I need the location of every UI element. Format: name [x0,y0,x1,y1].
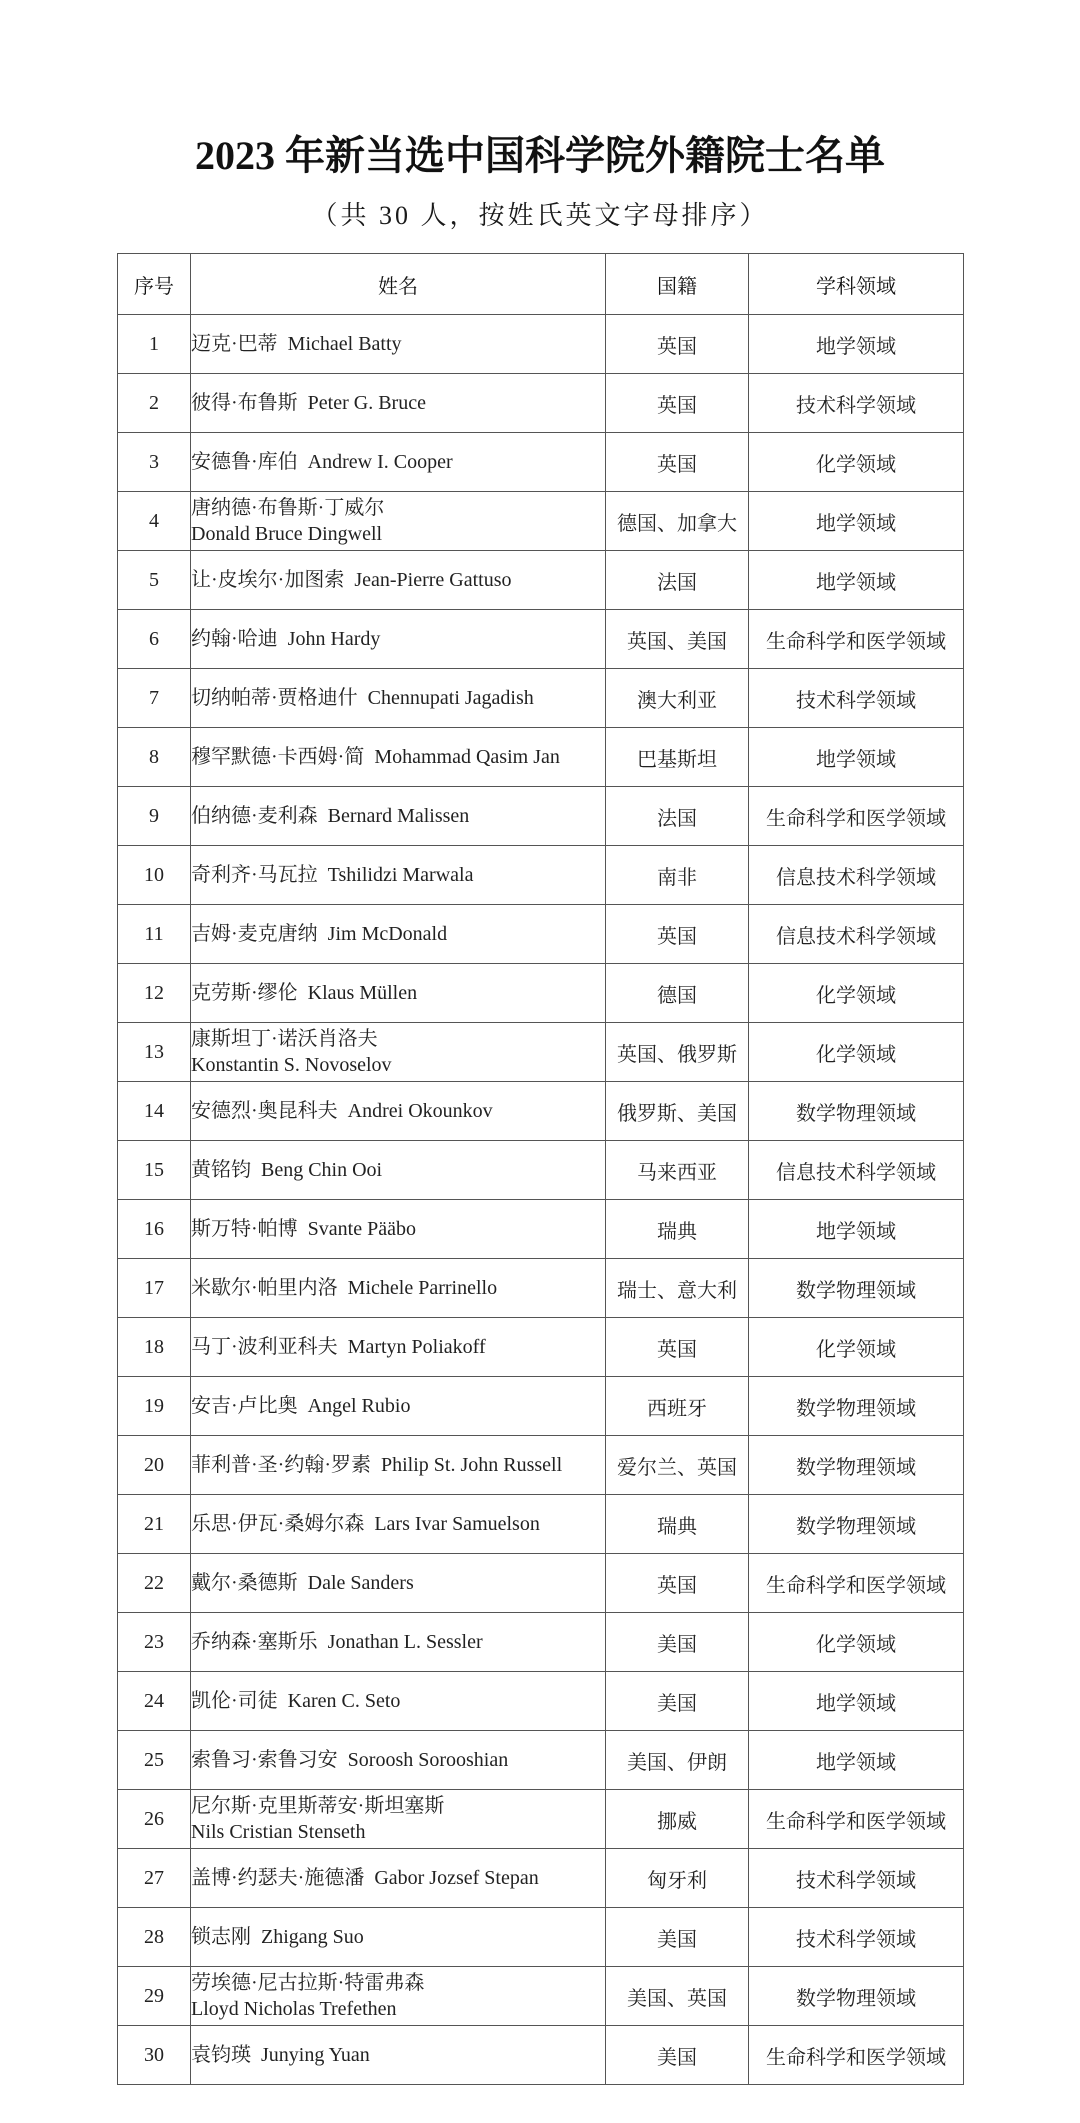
row-number: 4 [118,492,191,551]
nationality-cell: 法国 [606,551,749,610]
table-row [118,787,964,846]
name-english: Karen C. Seto [287,1690,401,1712]
table-row [118,1731,964,1790]
name-english: Mohammad Qasim Jan [374,746,560,768]
name-english: Martyn Poliakoff [347,1336,486,1358]
nationality-cell: 美国 [606,1908,749,1967]
row-number: 13 [118,1023,191,1082]
row-number: 8 [118,728,191,787]
field-cell: 数学物理领域 [749,1495,964,1554]
name-english: Jean-Pierre Gattuso [354,569,512,591]
name-cell [191,1849,606,1908]
name-chinese: 克劳斯·缪伦 [191,982,298,1004]
field-cell: 数学物理领域 [749,1436,964,1495]
name-english: Svante Pääbo [307,1218,416,1240]
field-cell: 技术科学领域 [749,1849,964,1908]
table-row [118,1318,964,1377]
nationality-cell: 瑞士、意大利 [606,1259,749,1318]
name-chinese: 马丁·波利亚科夫 [191,1336,338,1358]
name-english: Soroosh Sorooshian [347,1749,509,1771]
name-cell [191,846,606,905]
table-row [118,1908,964,1967]
nationality-cell: 俄罗斯、美国 [606,1082,749,1141]
name-chinese: 安吉·卢比奥 [191,1395,298,1417]
name-cell [191,1731,606,1790]
name-chinese: 菲利普·圣·约翰·罗素 [191,1454,371,1476]
field-cell: 技术科学领域 [749,374,964,433]
nationality-cell: 英国 [606,1554,749,1613]
header-name: 姓名 [191,254,606,315]
table-row [118,610,964,669]
nationality-cell: 英国、俄罗斯 [606,1023,749,1082]
name-chinese: 戴尔·桑德斯 [191,1572,298,1594]
nationality-cell: 挪威 [606,1790,749,1849]
header-nationality: 国籍 [606,254,749,315]
name-english: Tshilidzi Marwala [327,864,474,886]
name-cell [191,1259,606,1318]
table-row [118,1554,964,1613]
row-number: 17 [118,1259,191,1318]
table-row [118,1672,964,1731]
name-english: Angel Rubio [307,1395,411,1417]
name-cell [191,492,606,551]
field-cell: 生命科学和医学领域 [749,1554,964,1613]
name-cell [191,1318,606,1377]
nationality-cell: 爱尔兰、英国 [606,1436,749,1495]
row-number: 5 [118,551,191,610]
name-cell [191,905,606,964]
name-english: Donald Bruce Dingwell [191,523,383,545]
nationality-cell: 美国 [606,2026,749,2085]
row-number: 30 [118,2026,191,2085]
nationality-cell: 法国 [606,787,749,846]
name-chinese: 吉姆·麦克唐纳 [191,923,318,945]
name-cell [191,1377,606,1436]
name-chinese: 斯万特·帕博 [191,1218,298,1240]
name-cell [191,1141,606,1200]
row-number: 24 [118,1672,191,1731]
field-cell: 地学领域 [749,492,964,551]
nationality-cell: 英国 [606,905,749,964]
name-cell [191,315,606,374]
name-english: Andrei Okounkov [347,1100,493,1122]
row-number: 6 [118,610,191,669]
nationality-cell: 德国 [606,964,749,1023]
name-cell [191,551,606,610]
name-english: John Hardy [287,628,381,650]
nationality-cell: 瑞典 [606,1495,749,1554]
name-chinese: 安德鲁·库伯 [191,451,298,473]
table-header-row [118,254,964,315]
table-row [118,1967,964,2026]
field-cell: 信息技术科学领域 [749,846,964,905]
name-cell [191,1082,606,1141]
name-cell [191,433,606,492]
nationality-cell: 马来西亚 [606,1141,749,1200]
nationality-cell: 英国 [606,374,749,433]
name-english: Bernard Malissen [327,805,470,827]
field-cell: 信息技术科学领域 [749,1141,964,1200]
name-chinese: 让·皮埃尔·加图索 [191,569,345,591]
table-row [118,374,964,433]
nationality-cell: 瑞典 [606,1200,749,1259]
name-cell [191,1200,606,1259]
name-cell [191,1967,606,2026]
name-chinese: 盖博·约瑟夫·施德潘 [191,1867,365,1889]
table-row [118,1023,964,1082]
row-number: 9 [118,787,191,846]
name-cell [191,1672,606,1731]
nationality-cell: 澳大利亚 [606,669,749,728]
field-cell: 数学物理领域 [749,1377,964,1436]
field-cell: 地学领域 [749,1200,964,1259]
row-number: 18 [118,1318,191,1377]
academician-table [117,253,964,2085]
nationality-cell: 美国、英国 [606,1967,749,2026]
name-cell [191,374,606,433]
row-number: 16 [118,1200,191,1259]
table-row [118,846,964,905]
name-english: Michael Batty [287,333,402,355]
row-number: 11 [118,905,191,964]
name-english: Beng Chin Ooi [261,1159,383,1181]
name-chinese: 伯纳德·麦利森 [191,805,318,827]
field-cell: 数学物理领域 [749,1082,964,1141]
row-number: 26 [118,1790,191,1849]
name-english: Michele Parrinello [347,1277,498,1299]
name-chinese: 尼尔斯·克里斯蒂安·斯坦塞斯 [191,1795,445,1817]
table-row [118,551,964,610]
field-cell: 生命科学和医学领域 [749,1790,964,1849]
name-english: Dale Sanders [307,1572,414,1594]
row-number: 14 [118,1082,191,1141]
row-number: 29 [118,1967,191,2026]
nationality-cell: 西班牙 [606,1377,749,1436]
name-cell [191,1613,606,1672]
name-chinese: 康斯坦丁·诺沃肖洛夫 [191,1028,378,1050]
name-chinese: 切纳帕蒂·贾格迪什 [191,687,358,709]
row-number: 23 [118,1613,191,1672]
table-row [118,1082,964,1141]
name-cell [191,1790,606,1849]
name-english: Gabor Jozsef Stepan [374,1867,539,1889]
name-english: Konstantin S. Novoselov [191,1054,392,1076]
name-english: Jonathan L. Sessler [327,1631,483,1653]
name-english: Philip St. John Russell [380,1454,563,1476]
table-row [118,1849,964,1908]
name-cell [191,669,606,728]
table-row [118,669,964,728]
field-cell: 地学领域 [749,551,964,610]
table-body [118,315,964,2085]
row-number: 3 [118,433,191,492]
header-field: 学科领域 [749,254,964,315]
header-no: 序号 [118,254,191,315]
name-english: Lloyd Nicholas Trefethen [191,1998,397,2020]
row-number: 19 [118,1377,191,1436]
table-row [118,433,964,492]
field-cell: 化学领域 [749,1023,964,1082]
name-chinese: 凯伦·司徒 [191,1690,278,1712]
name-english: Andrew I. Cooper [307,451,453,473]
field-cell: 地学领域 [749,1672,964,1731]
field-cell: 数学物理领域 [749,1259,964,1318]
name-chinese: 奇利齐·马瓦拉 [191,864,318,886]
name-cell [191,787,606,846]
row-number: 27 [118,1849,191,1908]
nationality-cell: 德国、加拿大 [606,492,749,551]
table-row [118,1377,964,1436]
name-english: Chennupati Jagadish [367,687,534,709]
name-english: Junying Yuan [261,2044,370,2066]
nationality-cell: 英国 [606,315,749,374]
name-chinese: 黄铭钧 [191,1159,251,1181]
table-row [118,1141,964,1200]
name-chinese: 乔纳森·塞斯乐 [191,1631,318,1653]
field-cell: 技术科学领域 [749,669,964,728]
name-cell [191,1495,606,1554]
row-number: 12 [118,964,191,1023]
nationality-cell: 英国 [606,1318,749,1377]
row-number: 2 [118,374,191,433]
name-chinese: 乐思·伊瓦·桑姆尔森 [191,1513,365,1535]
name-chinese: 劳埃德·尼古拉斯·特雷弗森 [191,1972,425,1994]
table-row [118,1259,964,1318]
table-row [118,964,964,1023]
name-cell [191,1023,606,1082]
name-chinese: 彼得·布鲁斯 [191,392,298,414]
row-number: 15 [118,1141,191,1200]
field-cell: 生命科学和医学领域 [749,787,964,846]
name-english: Lars Ivar Samuelson [374,1513,540,1535]
nationality-cell: 美国 [606,1613,749,1672]
table-row [118,492,964,551]
name-cell [191,1554,606,1613]
document-title: 2023 年新当选中国科学院外籍院士名单 [195,133,885,178]
name-chinese: 米歇尔·帕里内洛 [191,1277,338,1299]
nationality-cell: 美国、伊朗 [606,1731,749,1790]
field-cell: 地学领域 [749,1731,964,1790]
name-chinese: 锁志刚 [191,1926,251,1948]
field-cell: 数学物理领域 [749,1967,964,2026]
name-chinese: 穆罕默德·卡西姆·简 [191,746,365,768]
nationality-cell: 南非 [606,846,749,905]
nationality-cell: 匈牙利 [606,1849,749,1908]
name-chinese: 袁钧瑛 [191,2044,251,2066]
table-row [118,315,964,374]
name-chinese: 唐纳德·布鲁斯·丁威尔 [191,497,385,519]
field-cell: 化学领域 [749,1318,964,1377]
name-cell [191,610,606,669]
field-cell: 地学领域 [749,728,964,787]
name-english: Zhigang Suo [261,1926,364,1948]
nationality-cell: 英国 [606,433,749,492]
table-row [118,1436,964,1495]
row-number: 20 [118,1436,191,1495]
name-english: Klaus Müllen [307,982,418,1004]
table-row [118,728,964,787]
row-number: 25 [118,1731,191,1790]
field-cell: 化学领域 [749,1613,964,1672]
field-cell: 生命科学和医学领域 [749,2026,964,2085]
row-number: 1 [118,315,191,374]
field-cell: 地学领域 [749,315,964,374]
name-cell [191,964,606,1023]
row-number: 22 [118,1554,191,1613]
nationality-cell: 美国 [606,1672,749,1731]
name-cell [191,728,606,787]
name-chinese: 安德烈·奥昆科夫 [191,1100,338,1122]
name-chinese: 索鲁习·索鲁习安 [191,1749,338,1771]
row-number: 28 [118,1908,191,1967]
document-subtitle: （共 30 人，按姓氏英文字母排序） [311,201,769,230]
nationality-cell: 巴基斯坦 [606,728,749,787]
name-cell [191,1908,606,1967]
table-row [118,1200,964,1259]
table-row [118,1495,964,1554]
row-number: 7 [118,669,191,728]
row-number: 21 [118,1495,191,1554]
name-english: Peter G. Bruce [307,392,426,414]
name-chinese: 约翰·哈迪 [191,628,278,650]
field-cell: 化学领域 [749,433,964,492]
name-english: Nils Cristian Stenseth [191,1821,366,1843]
field-cell: 信息技术科学领域 [749,905,964,964]
field-cell: 技术科学领域 [749,1908,964,1967]
field-cell: 生命科学和医学领域 [749,610,964,669]
name-english: Jim McDonald [327,923,448,945]
table-row [118,2026,964,2085]
name-cell [191,1436,606,1495]
table-row [118,1613,964,1672]
field-cell: 化学领域 [749,964,964,1023]
name-chinese: 迈克·巴蒂 [191,333,278,355]
nationality-cell: 英国、美国 [606,610,749,669]
table-row [118,1790,964,1849]
row-number: 10 [118,846,191,905]
name-cell [191,2026,606,2085]
table-row [118,905,964,964]
